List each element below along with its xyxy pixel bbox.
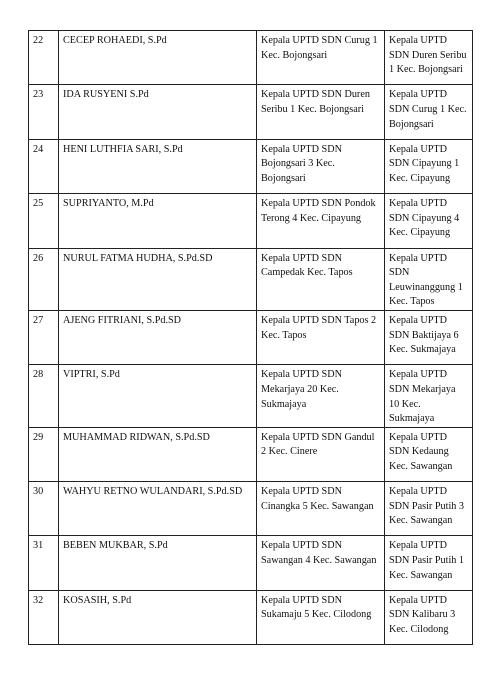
- employee-name: VIPTRI, S.Pd: [59, 365, 257, 427]
- previous-position: Kepala UPTD SDN Mekarjaya 20 Kec. Sukmajaya: [257, 365, 385, 427]
- employee-name: CECEP ROHAEDI, S.Pd: [59, 31, 257, 85]
- employee-name: SUPRIYANTO, M.Pd: [59, 194, 257, 248]
- previous-position: Kepala UPTD SDN Sawangan 4 Kec. Sawangan: [257, 536, 385, 590]
- previous-position: Kepala UPTD SDN Campedak Kec. Tapos: [257, 248, 385, 310]
- new-position: Kepala UPTD SDN Leuwinanggung 1 Kec. Tapos: [385, 248, 473, 310]
- row-number: 26: [29, 248, 59, 310]
- new-position: Kepala UPTD SDN Cipayung 1 Kec. Cipayung: [385, 139, 473, 193]
- employee-name: WAHYU RETNO WULANDARI, S.Pd.SD: [59, 482, 257, 536]
- previous-position: Kepala UPTD SDN Tapos 2 Kec. Tapos: [257, 310, 385, 364]
- new-position: Kepala UPTD SDN Baktijaya 6 Kec. Sukmajaya: [385, 310, 473, 364]
- employee-name: BEBEN MUKBAR, S.Pd: [59, 536, 257, 590]
- previous-position: Kepala UPTD SDN Bojongsari 3 Kec. Bojongsari: [257, 139, 385, 193]
- table-row: [29, 139, 473, 193]
- new-position: Kepala UPTD SDN Kalibaru 3 Kec. Cilodong: [385, 590, 473, 644]
- previous-position: Kepala UPTD SDN Curug 1 Kec. Bojongsari: [257, 31, 385, 85]
- previous-position: Kepala UPTD SDN Duren Seribu 1 Kec. Bojongsari: [257, 85, 385, 139]
- employee-name: AJENG FITRIANI, S.Pd.SD: [59, 310, 257, 364]
- new-position: Kepala UPTD SDN Pasir Putih 3 Kec. Sawangan: [385, 482, 473, 536]
- transfer-table: [28, 30, 473, 645]
- table-row: [29, 590, 473, 644]
- new-position: Kepala UPTD SDN Mekarjaya 10 Kec. Sukmajaya: [385, 365, 473, 427]
- employee-name: MUHAMMAD RIDWAN, S.Pd.SD: [59, 427, 257, 481]
- row-number: 23: [29, 85, 59, 139]
- table-row: [29, 365, 473, 427]
- employee-name: NURUL FATMA HUDHA, S.Pd.SD: [59, 248, 257, 310]
- table-row: [29, 482, 473, 536]
- row-number: 28: [29, 365, 59, 427]
- employee-name: KOSASIH, S.Pd: [59, 590, 257, 644]
- employee-name: IDA RUSYENI S.Pd: [59, 85, 257, 139]
- table-row: [29, 194, 473, 248]
- row-number: 27: [29, 310, 59, 364]
- row-number: 29: [29, 427, 59, 481]
- row-number: 32: [29, 590, 59, 644]
- new-position: Kepala UPTD SDN Kedaung Kec. Sawangan: [385, 427, 473, 481]
- row-number: 22: [29, 31, 59, 85]
- row-number: 30: [29, 482, 59, 536]
- row-number: 25: [29, 194, 59, 248]
- table-row: [29, 310, 473, 364]
- table-row: [29, 536, 473, 590]
- employee-name: HENI LUTHFIA SARI, S.Pd: [59, 139, 257, 193]
- previous-position: Kepala UPTD SDN Sukamaju 5 Kec. Cilodong: [257, 590, 385, 644]
- table-row: [29, 248, 473, 310]
- new-position: Kepala UPTD SDN Duren Seribu 1 Kec. Bojongsari: [385, 31, 473, 85]
- table-row: [29, 427, 473, 481]
- new-position: Kepala UPTD SDN Pasir Putih 1 Kec. Sawangan: [385, 536, 473, 590]
- row-number: 31: [29, 536, 59, 590]
- table-row: [29, 31, 473, 85]
- new-position: Kepala UPTD SDN Curug 1 Kec. Bojongsari: [385, 85, 473, 139]
- previous-position: Kepala UPTD SDN Gandul 2 Kec. Cinere: [257, 427, 385, 481]
- table-row: [29, 85, 473, 139]
- new-position: Kepala UPTD SDN Cipayung 4 Kec. Cipayung: [385, 194, 473, 248]
- previous-position: Kepala UPTD SDN Cinangka 5 Kec. Sawangan: [257, 482, 385, 536]
- previous-position: Kepala UPTD SDN Pondok Terong 4 Kec. Cipayung: [257, 194, 385, 248]
- row-number: 24: [29, 139, 59, 193]
